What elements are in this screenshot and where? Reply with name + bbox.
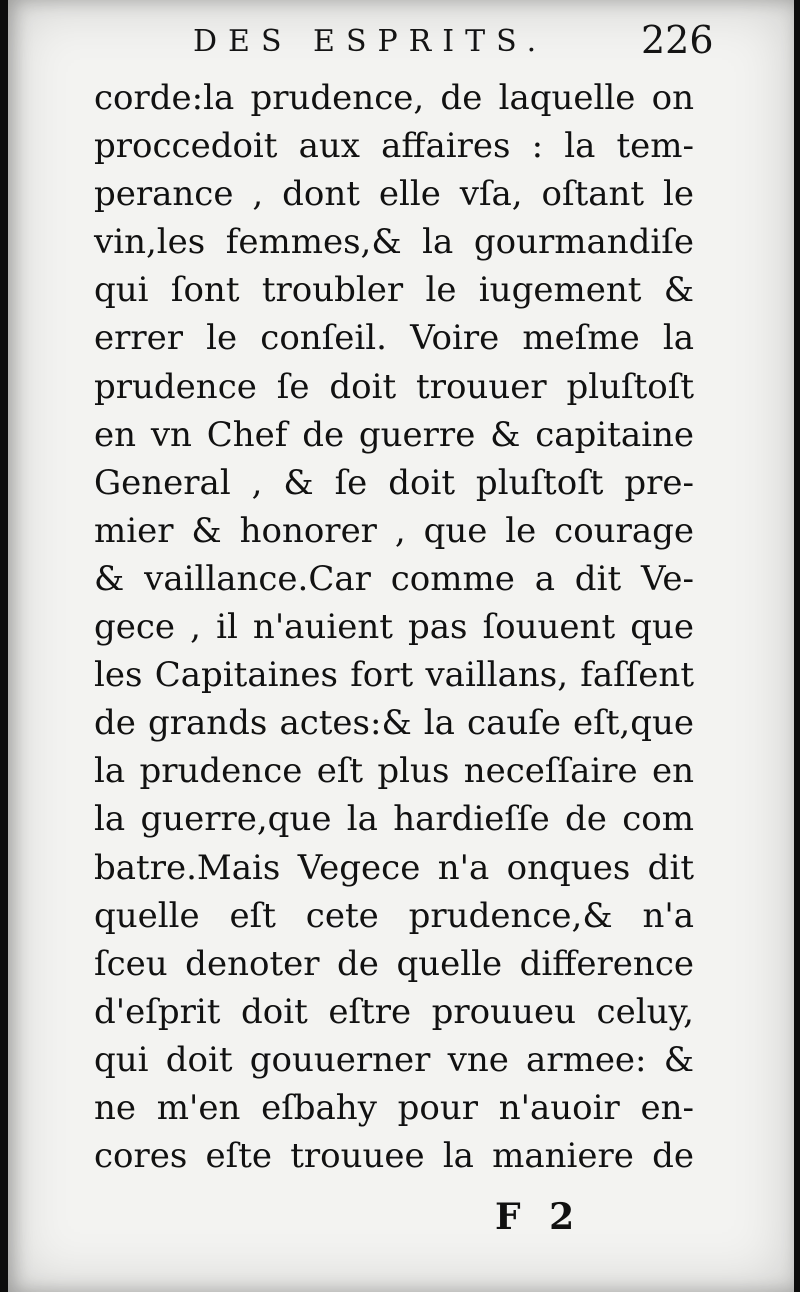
text-line: gece , il n'auient pas ſouuent que [94,607,694,648]
text-line: prudence ſe doit trouuer pluſtoſt [94,366,694,407]
page-footer [495,1196,615,1246]
signature-mark: F 2 [495,1196,583,1238]
text-line: qui doit gouuerner vne armee: & [94,1039,694,1080]
text-line: mier & honorer , que le courage [94,510,694,551]
text-line: vin,les femmes,& la gourmandiſe [94,222,694,263]
text-line: d'eſprit doit eſtre prouueu celuy, [94,991,694,1032]
book-page [8,0,794,1292]
text-line: quelle eſt cete prudence,& n'a [94,895,694,936]
text-line: corde:la prudence, de laquelle on [94,78,694,118]
text-line: les Capitaines fort vaillans, faſſent [94,655,694,696]
text-line: en vn Chef de guerre & capitaine [94,414,694,455]
text-line: ne m'en eſbahy pour n'auoir en- [94,1087,694,1128]
running-title: DES ESPRITS. [193,24,548,59]
text-line: & vaillance.Car comme a dit Ve- [94,558,694,599]
body-text [94,74,694,1180]
page-number: 226 [641,18,714,62]
text-line: errer le conſeil. Voire meſme la [94,318,694,359]
text-line: perance , dont elle vſa, oſtant le [94,174,694,215]
text-line: ſceu denoter de quelle difference [94,943,694,984]
page-header [193,18,713,68]
text-line: qui ſont troubler le iugement & [94,270,694,311]
text-line: la guerre,que la hardieſſe de com [94,799,694,840]
text-line: de grands actes:& la cauſe eſt,que [94,703,694,744]
text-line: General , & ſe doit pluſtoſt pre- [94,462,694,503]
text-line: batre.Mais Vegece n'a onques dit [94,847,694,888]
text-line: proccedoit aux affaires : la tem- [94,126,694,167]
text-line: cores eſte trouuee la maniere de [94,1136,694,1177]
text-line: la prudence eſt plus neceſſaire en [94,751,694,792]
